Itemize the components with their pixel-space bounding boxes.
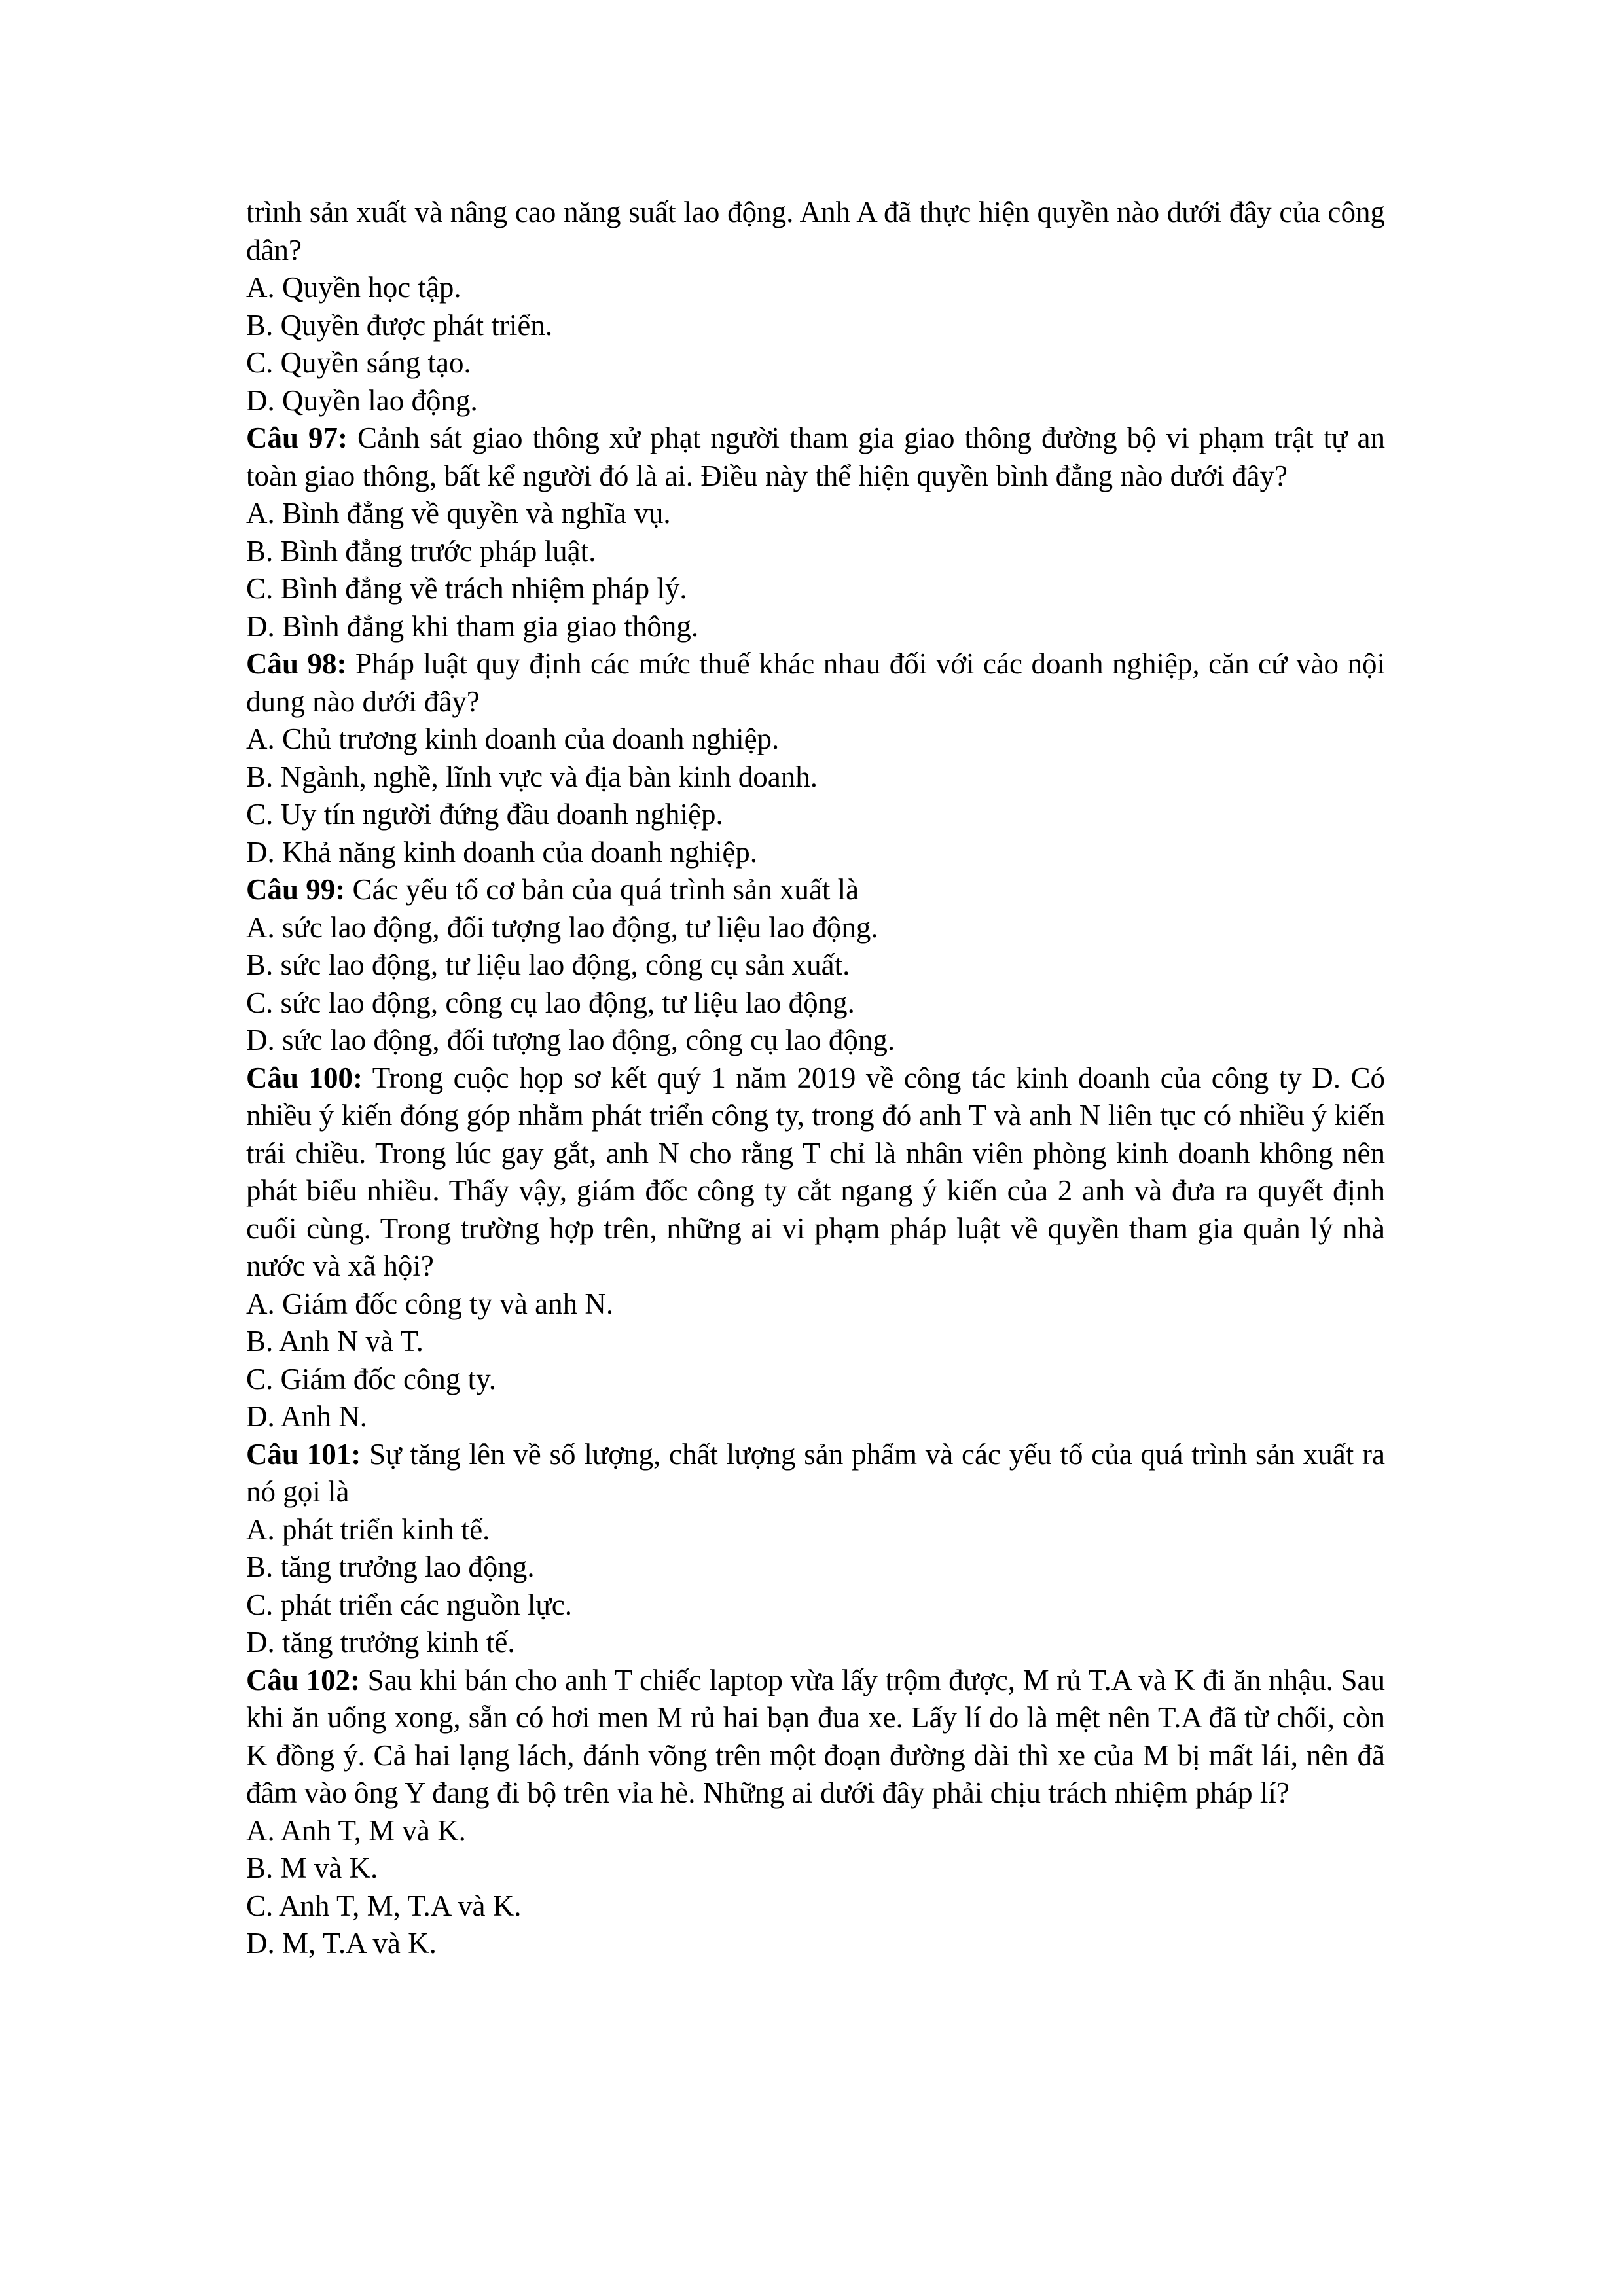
option-c: C. sức lao động, công cụ lao động, tư liệu lao động.	[246, 986, 855, 1019]
option-a: A. Anh T, M và K.	[246, 1814, 466, 1847]
question-label: Câu 97:	[246, 422, 348, 454]
question-stem	[246, 1662, 1385, 1812]
question-text: Sự tăng lên về số lượng, chất lượng sản phẩm và các yếu tố của quá trình sản xuất ra nó gọi là	[246, 1437, 1385, 1508]
option-a: A. Quyền học tập.	[246, 271, 461, 304]
question-stem	[246, 1060, 1385, 1285]
question-99	[246, 871, 1385, 1060]
option-d: D. sức lao động, đối tượng lao động, công cụ lao động.	[246, 1024, 895, 1056]
option-c: C. phát triển các nguồn lực.	[246, 1588, 572, 1621]
question-101	[246, 1436, 1385, 1662]
question-stem	[246, 1436, 1385, 1511]
option-a: A. phát triển kinh tế.	[246, 1513, 490, 1546]
option-c: C. Bình đẳng về trách nhiệm pháp lý.	[246, 572, 687, 605]
option-d: D. tăng trưởng kinh tế.	[246, 1626, 515, 1659]
question-text: Sau khi bán cho anh T chiếc laptop vừa lấy trộm được, M rủ T.A và K đi ăn nhậu. Sau khi ăn uống xong, sẵn có hơi men M rủ hai bạn đua xe. Lấy lí do là mệt nên T.A đã từ chối, còn K đồng ý. Cả hai lạng lách, đánh võng trên một đoạn đường dài thì xe của M bị mất lái, nên đã đâm vào ông Y đang đi bộ trên vỉa hè. Những ai dưới đây phải chịu trách nhiệm pháp lí?	[246, 1663, 1385, 1809]
option-d: D. Bình đẳng khi tham gia giao thông.	[246, 609, 699, 643]
question-97	[246, 420, 1385, 645]
option-c: C. Anh T, M, T.A và K.	[246, 1889, 522, 1922]
option-c: C. Uy tín người đứng đầu doanh nghiệp.	[246, 798, 723, 831]
question-text: Các yếu tố cơ bản của quá trình sản xuất là	[345, 873, 859, 906]
question-label: Câu 100:	[246, 1061, 363, 1094]
question-label: Câu 98:	[246, 647, 347, 680]
question-text: Trong cuộc họp sơ kết quý 1 năm 2019 về công tác kinh doanh của công ty D. Có nhiều ý kiến đóng góp nhằm phát triển công ty, trong đó anh T và anh N liên tục có nhiều ý kiến trái chiều. Trong lúc gay gắt, anh N cho rằng T chỉ là nhân viên phòng kinh doanh không nên phát biểu nhiều. Thấy vậy, giám đốc công ty cắt ngang ý kiến của 2 anh và đưa ra quyết định cuối cùng. Trong trường hợp trên, những ai vi phạm pháp luật về quyền tham gia quản lý nhà nước và xã hội?	[246, 1061, 1386, 1282]
question-stem	[246, 645, 1385, 721]
option-b: B. Bình đẳng trước pháp luật.	[246, 534, 596, 567]
question-102	[246, 1662, 1385, 1963]
option-b: B. Anh N và T.	[246, 1325, 424, 1357]
option-b: B. Ngành, nghề, lĩnh vực và địa bàn kinh doanh.	[246, 760, 818, 793]
option-d: D. Khả năng kinh doanh của doanh nghiệp.	[246, 835, 758, 869]
option-d: D. M, T.A và K.	[246, 1927, 437, 1960]
option-b: B. M và K.	[246, 1852, 378, 1884]
question-text: Cảnh sát giao thông xử phạt người tham gia giao thông đường bộ vi phạm trật tự an toàn giao thông, bất kể người đó là ai. Điều này thể hiện quyền bình đẳng nào dưới đây?	[246, 422, 1385, 492]
question-text: trình sản xuất và nâng cao năng suất lao động. Anh A đã thực hiện quyền nào dưới đây của công dân?	[246, 196, 1385, 266]
question-100	[246, 1060, 1385, 1436]
option-d: D. Anh N.	[246, 1400, 368, 1433]
question-label: Câu 101:	[246, 1437, 361, 1471]
option-b: B. sức lao động, tư liệu lao động, công cụ sản xuất.	[246, 948, 850, 981]
question-96-continuation	[246, 194, 1385, 420]
question-label: Câu 102:	[246, 1663, 361, 1696]
question-stem	[246, 420, 1385, 495]
question-text: Pháp luật quy định các mức thuế khác nhau đối với các doanh nghiệp, căn cứ vào nội dung nào dưới đây?	[246, 647, 1385, 718]
option-a: A. Chủ trương kinh doanh của doanh nghiệp.	[246, 723, 780, 755]
option-a: A. sức lao động, đối tượng lao động, tư liệu lao động.	[246, 910, 878, 944]
option-b: B. Quyền được phát triển.	[246, 308, 553, 342]
question-98	[246, 645, 1385, 871]
question-stem	[246, 871, 1385, 909]
option-c: C. Quyền sáng tạo.	[246, 346, 471, 379]
option-a: A. Giám đốc công ty và anh N.	[246, 1287, 614, 1320]
option-d: D. Quyền lao động.	[246, 384, 478, 417]
document-page	[246, 194, 1385, 1963]
question-label: Câu 99:	[246, 873, 346, 906]
option-b: B. tăng trưởng lao động.	[246, 1551, 535, 1583]
option-c: C. Giám đốc công ty.	[246, 1362, 497, 1395]
option-a: A. Bình đẳng về quyền và nghĩa vụ.	[246, 497, 671, 529]
